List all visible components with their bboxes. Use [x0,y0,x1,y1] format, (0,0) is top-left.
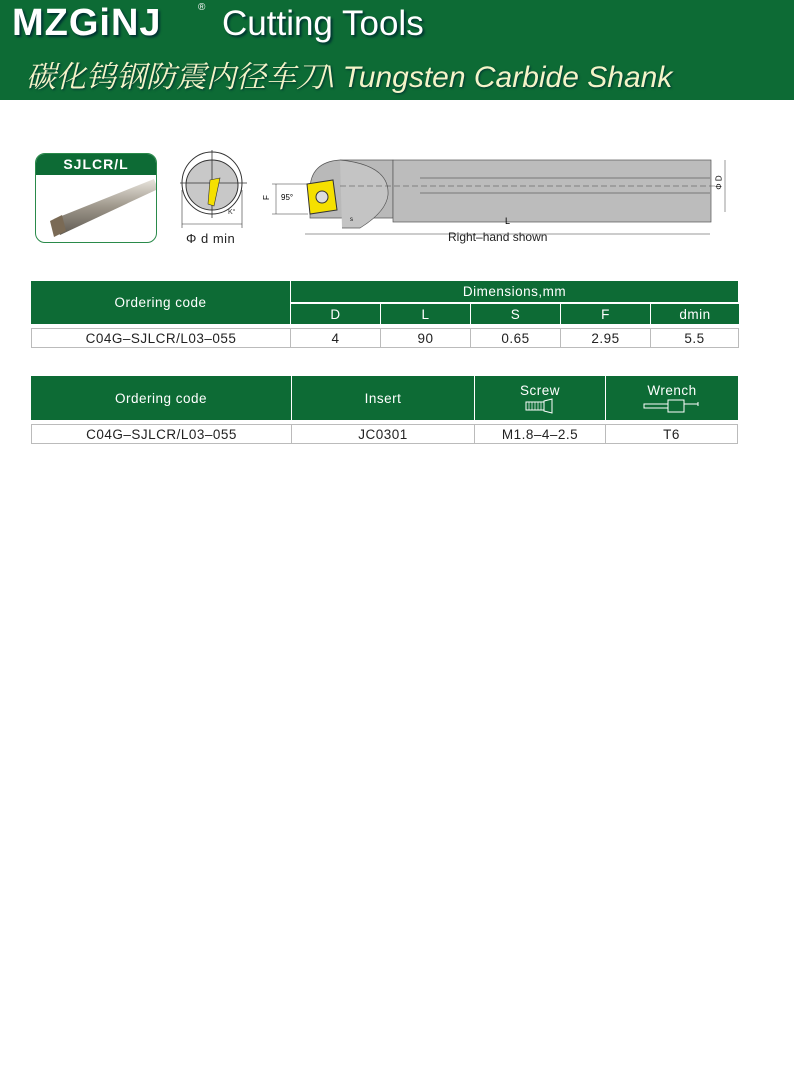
cell-l: 90 [381,328,471,348]
kappa-label: K° [228,209,236,216]
col-d: D [291,304,381,324]
product-badge: SJLCR/L [36,154,156,175]
col-s: S [471,304,561,324]
ordering-code-header: Ordering code [31,376,292,420]
screw-header [475,376,606,420]
angle-label: 95° [281,193,294,202]
side-view-drawing [260,150,740,240]
registered-mark: ® [198,2,206,13]
cell-s: 0.65 [471,328,561,348]
cell-wrench: T6 [606,424,738,444]
d-label: Φ D [714,175,724,190]
dmin-label: Φ d min [186,231,236,246]
wrench-icon [642,398,702,414]
wrench-label: Wrench [647,382,697,398]
col-f: F [561,304,651,324]
cell-screw: M1.8–4–2.5 [475,424,606,444]
page-header [0,0,794,100]
col-l: L [381,304,471,324]
product-photo-card [35,153,157,243]
row-code: C04G–SJLCR/L03–055 [31,328,291,348]
header-subtitle: 碳化钨钢防震内径车刀\ Tungsten Carbide Shank [26,61,673,94]
caption-right-hand: Right–hand shown [448,230,548,244]
cell-insert: JC0301 [292,424,475,444]
f-label: F [261,195,271,200]
wrench-header [606,376,738,420]
cell-d: 4 [291,328,381,348]
cell-f: 2.95 [561,328,651,348]
insert-header: Insert [292,376,475,420]
cell-dmin: 5.5 [651,328,739,348]
screw-icon [522,398,558,414]
header-title: Cutting Tools [222,4,424,43]
dimensions-group-header: Dimensions,mm [291,281,739,303]
s-label: s [350,217,353,223]
tool-photo [36,175,157,243]
screw-label: Screw [519,382,560,398]
col-dmin: dmin [651,304,739,324]
ordering-code-header: Ordering code [31,281,291,324]
brand-logo: MZGiNJ [12,2,162,44]
row-code: C04G–SJLCR/L03–055 [31,424,292,444]
l-label: L [505,216,511,226]
